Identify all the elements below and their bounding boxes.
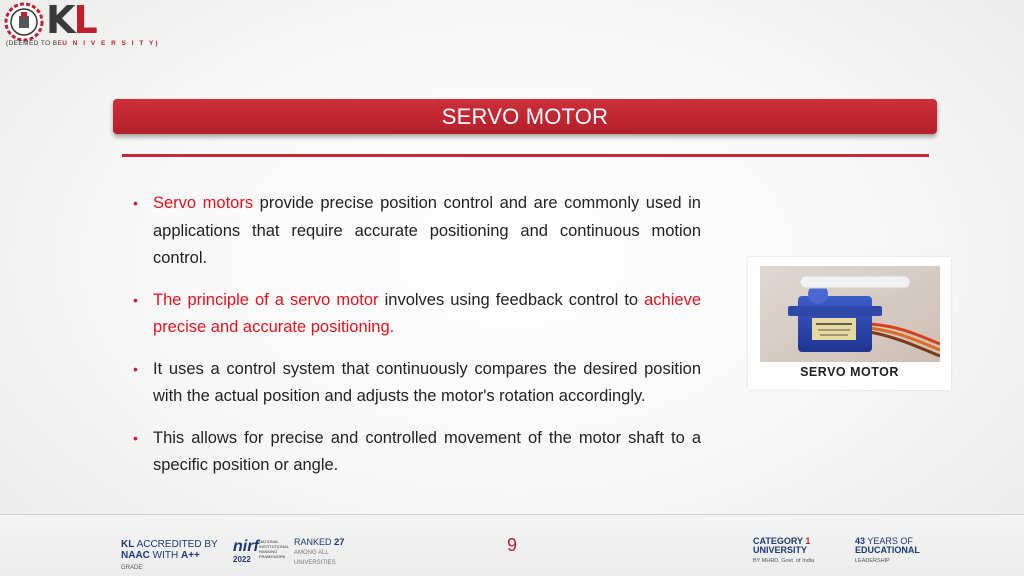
logo-tagline: (DEEMED TO BEU N I V E R S I T Y) — [6, 40, 160, 47]
slide-footer: KL ACCREDITED BY NAAC WITH A++ GRADE nirf 2022 NATIONAL INSTITUTIONAL RANKING FRAMEWORK RANKED 27 AMONG ALL UNIVERSITIES 9 CATEGORY 1 UNIVERSITY BY MHRD, Govt. of India 43 YEARS OF EDUCATIONAL LEADERSHIP — [0, 515, 1024, 576]
bullet-dot-icon: • — [133, 195, 138, 211]
category-badge: CATEGORY 1 UNIVERSITY BY MHRD, Govt. of India — [753, 536, 815, 564]
bullet-item: • Servo motors provide precise position control and are commonly used in applications that require accurate positioning and continuous motion control. — [131, 190, 701, 273]
naac-accreditation-badge: KL ACCREDITED BY NAAC WITH A++ GRADE — [121, 539, 218, 571]
kl-university-logo — [4, 0, 160, 50]
slide-title-bar — [113, 99, 937, 134]
bullet-dot-icon: • — [133, 360, 138, 377]
bullet-item: • The principle of a servo motor involves using feedback control to achieve precise and accurate positioning. — [131, 287, 701, 342]
servo-motor-image — [748, 257, 951, 390]
title-divider — [122, 154, 929, 157]
years-leadership-badge: 43 YEARS OF EDUCATIONAL LEADERSHIP — [855, 536, 920, 564]
bullet-dot-icon: • — [133, 291, 138, 308]
servo-motor-illustration — [760, 266, 940, 362]
ranking-badge: RANKED 27 AMONG ALL UNIVERSITIES — [294, 537, 345, 566]
kl-wordmark: KL — [46, 0, 96, 42]
bullet-dot-icon: • — [133, 429, 138, 446]
bullet-item: • It uses a control system that continuously compares the desired position with the actual position and adjusts the motor's rotation accordingly. — [131, 356, 701, 411]
bullet-item: • This allows for precise and controlled movement of the motor shaft to a specific position or angle. — [131, 425, 701, 480]
slide-title: SERVO MOTOR — [441, 103, 609, 129]
bullet-list — [131, 190, 701, 494]
gear-emblem-icon — [4, 2, 44, 42]
page-number: 9 — [506, 535, 517, 555]
image-caption: SERVO MOTOR — [800, 365, 899, 379]
